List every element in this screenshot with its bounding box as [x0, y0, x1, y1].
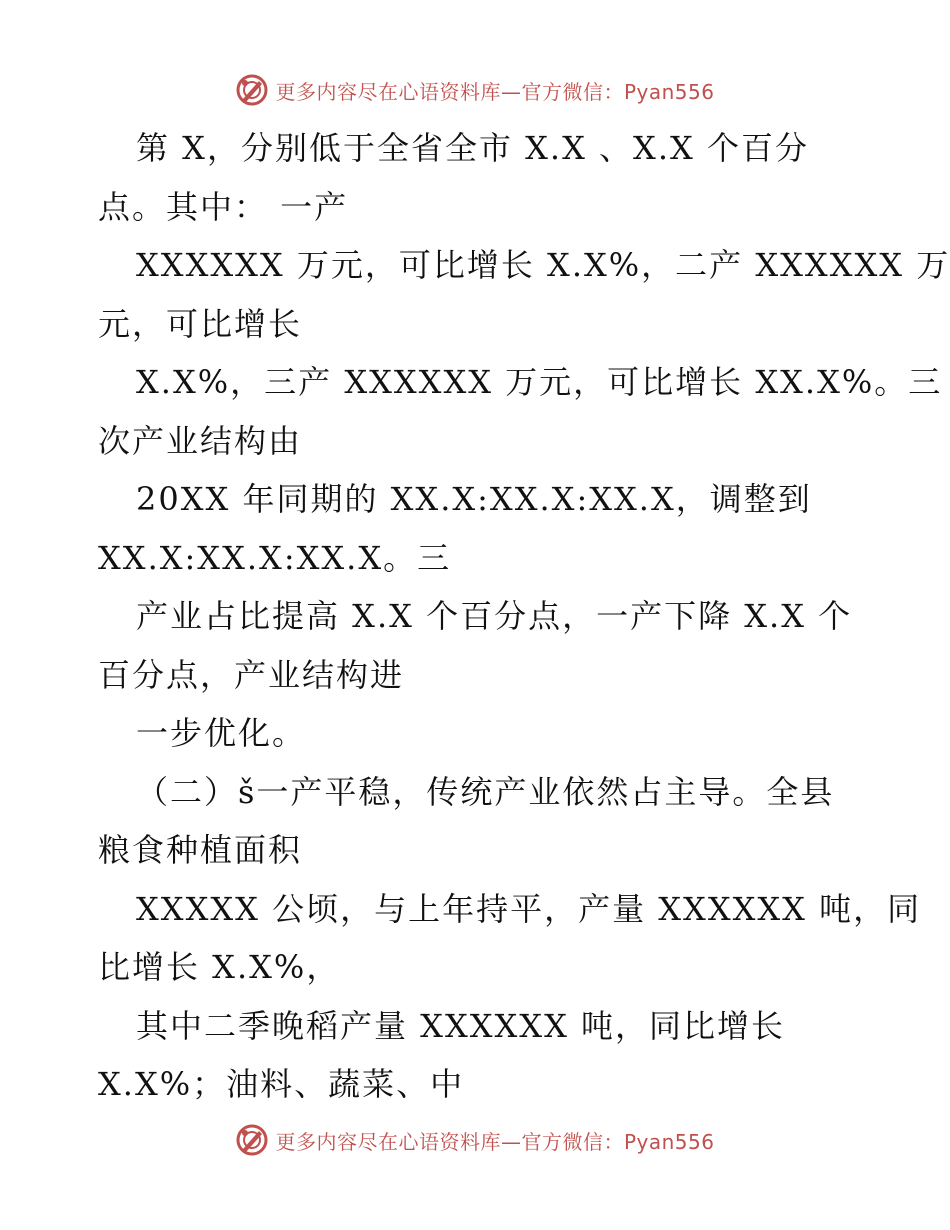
text-line: X.X%；油料、蔬菜、中 — [98, 1065, 465, 1103]
text-line: 比增长 X.X%， — [98, 948, 341, 986]
text-line: X.X%，三产 XXXXXX 万元，可比增长 XX.X%。三 — [136, 363, 943, 401]
footer-watermark — [0, 1120, 950, 1160]
pen-seal-icon — [235, 1123, 269, 1157]
text-line: 第 X，分别低于全省全市 X.X 、X.X 个百分 — [136, 129, 809, 167]
text-line: 产业占比提高 X.X 个百分点，一产下降 X.X 个 — [136, 597, 853, 635]
text-line: 其中二季晚稻产量 XXXXXX 吨，同比增长 — [136, 1006, 786, 1045]
text-line: 点。其中： 一产 — [98, 187, 349, 226]
text-line: XX.X:XX.X:XX.X。三 — [98, 538, 452, 577]
header-watermark — [0, 70, 950, 110]
text-line: 一步优化。 — [136, 714, 307, 752]
text-line: 元，可比增长 — [98, 304, 303, 343]
text-line: 20XX 年同期的 XX.X:XX.X:XX.X，调整到 — [136, 480, 812, 518]
text-line: 百分点，产业结构进 — [98, 655, 405, 694]
text-line: XXXXXX 万元，可比增长 X.X%，二产 XXXXXX 万 — [136, 246, 950, 284]
pen-seal-icon — [235, 73, 269, 107]
text-line: XXXXX 公顷，与上年持平，产量 XXXXXX 吨，同 — [136, 889, 922, 928]
text-line: 次产业结构由 — [98, 421, 303, 460]
text-line: （二）š一产平稳，传统产业依然占主导。全县 — [136, 772, 835, 811]
watermark-text: 更多内容尽在心语资料库—官方微信：Pyan556 — [275, 79, 715, 104]
watermark-text: 更多内容尽在心语资料库—官方微信：Pyan556 — [275, 1129, 715, 1154]
text-line: 粮食种植面积 — [98, 831, 303, 869]
